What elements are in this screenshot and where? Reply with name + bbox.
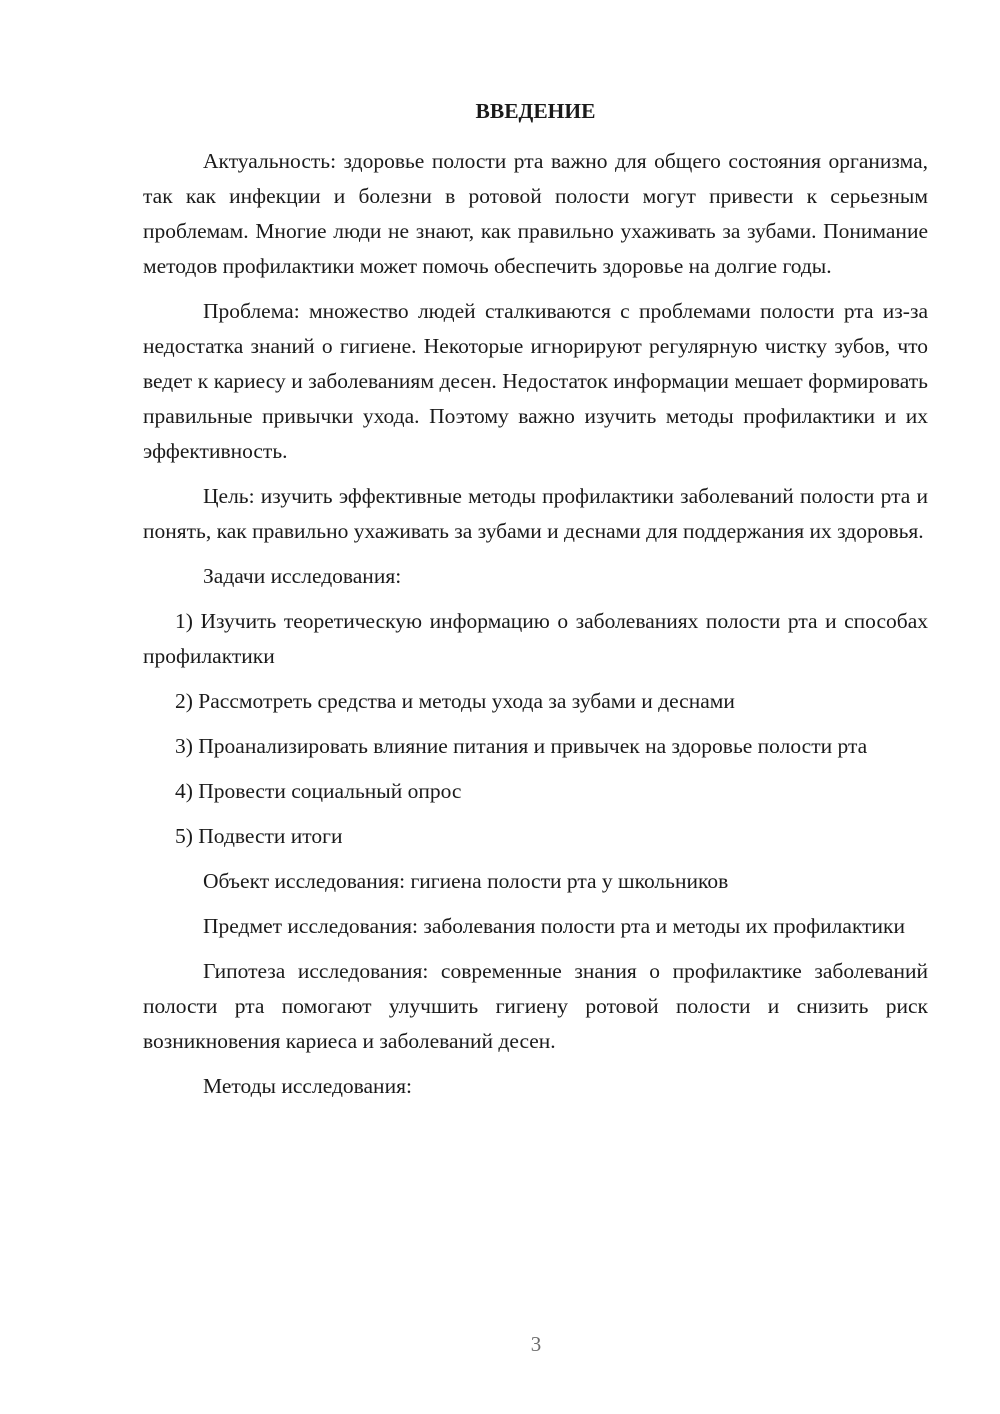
task-item: 1) Изучить теоретическую информацию о заболеваниях полости рта и способах профилактики — [143, 609, 928, 668]
research-methods: Методы исследования: — [203, 1074, 412, 1098]
task-item: 2) Рассмотреть средства и методы ухода за зубами и деснами — [175, 689, 735, 713]
tasks-heading: Задачи исследования: — [203, 564, 402, 588]
page-title: ВВЕДЕНИЕ — [475, 99, 596, 123]
task-item: 4) Провести социальный опрос — [175, 779, 462, 803]
research-subject: Предмет исследования: заболевания полости рта и методы их профилактики — [203, 914, 905, 938]
goal-paragraph: Цель: изучить эффективные методы профилактики заболеваний полости рта и понять, как правильно ухаживать за зубами и деснами для поддержания их здоровья. — [143, 484, 928, 543]
research-object: Объект исследования: гигиена полости рта у школьников — [203, 869, 729, 893]
relevance-paragraph: Актуальность: здоровье полости рта важно для общего состояния организма, так как инфекции и болезни в ротовой полости могут привести к серьезным проблемам. Многие люди не знают, как правильно ухаживать за зубами. Понимание методов профилактики может помочь обеспечить здоровье на долгие годы. — [143, 149, 928, 278]
problem-paragraph: Проблема: множество людей сталкиваются с проблемами полости рта из-за недостатка знаний о гигиене. Некоторые игнорируют регулярную чистку зубов, что ведет к кариесу и заболеваниям десен. Недостаток информации мешает формировать правильные привычки ухода. Поэтому важно изучить методы профилактики и их эффективность. — [143, 299, 928, 463]
document-page — [143, 96, 928, 1114]
task-item: 5) Подвести итоги — [175, 824, 343, 848]
task-item: 3) Проанализировать влияние питания и привычек на здоровье полости рта — [175, 734, 868, 758]
page-number: 3 — [530, 1332, 542, 1356]
research-hypothesis: Гипотеза исследования: современные знания о профилактике заболеваний полости рта помогают улучшить гигиену ротовой полости и снизить риск возникновения кариеса и заболеваний десен. — [143, 959, 928, 1053]
